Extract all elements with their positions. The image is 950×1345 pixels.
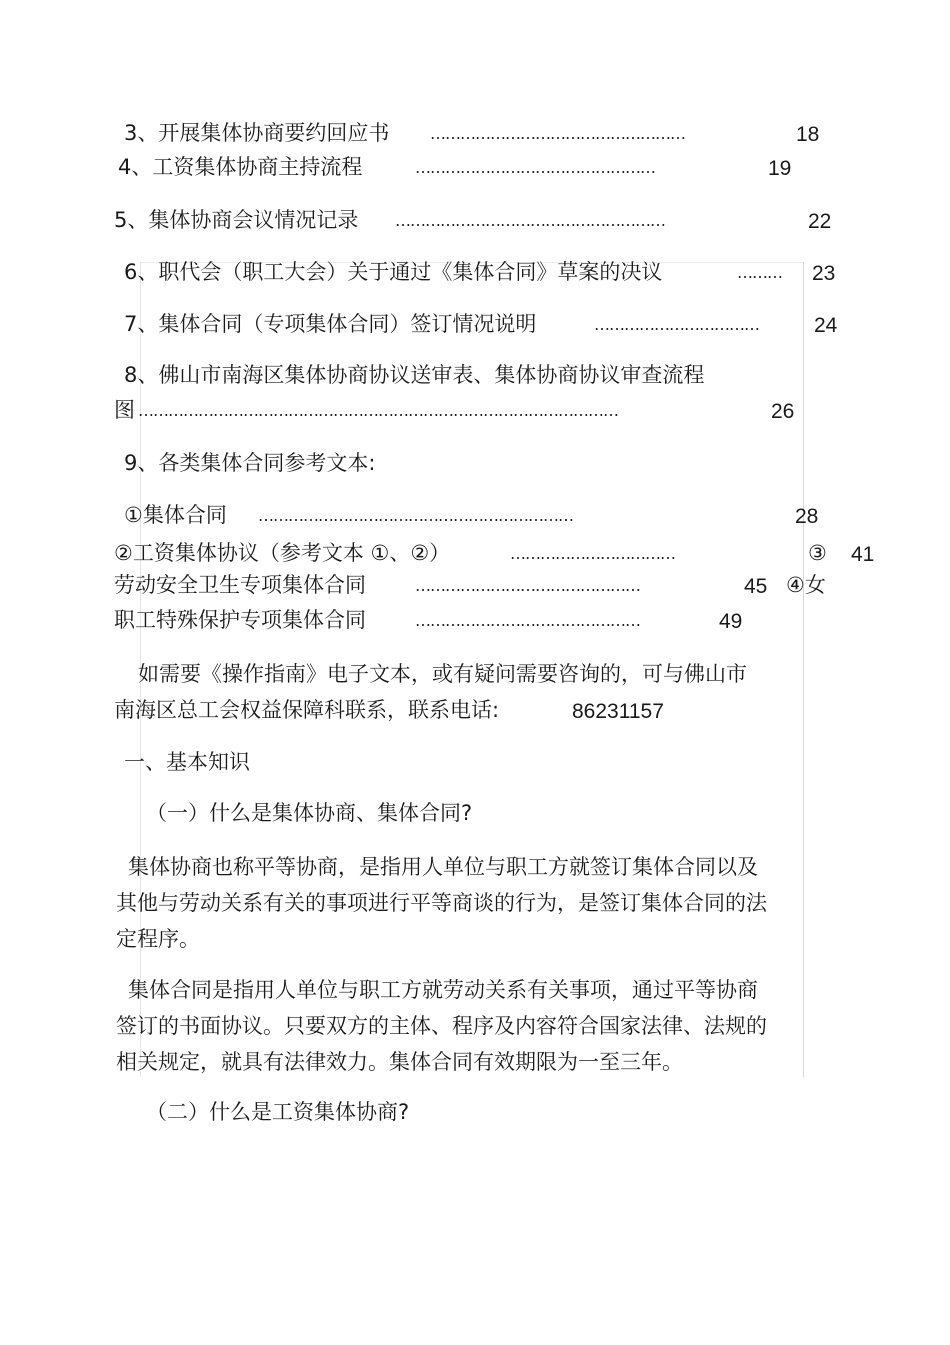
toc-label: 9、各类集体合同参考文本: bbox=[124, 451, 376, 475]
toc-leader: ……………………………………………… bbox=[395, 211, 665, 230]
toc-leader: ……………………………………… bbox=[415, 611, 640, 630]
toc-page-number: 41 bbox=[851, 543, 875, 566]
toc-leader: ……………………………………… bbox=[415, 576, 640, 595]
toc-page-number: 23 bbox=[812, 262, 836, 285]
toc-page-number: 28 bbox=[795, 505, 819, 528]
paragraph-2: 集体合同是指用人单位与职工方就劳动关系有关事项，通过平等协商签订的书面协议。只要双方的主体、程序及内容符合国家法律、法规的相关规定，就具有法律效力。集体合同有效期限为一至三年。 bbox=[116, 978, 767, 1074]
toc-marker: ③ bbox=[808, 541, 827, 565]
contact-line-1: 如需要《操作指南》电子文本，或有疑问需要咨询的，可与佛山市 bbox=[138, 662, 747, 686]
toc-page-number: 18 bbox=[796, 123, 820, 146]
question-heading-1: （一）什么是集体协商、集体合同? bbox=[146, 801, 473, 825]
frame-right-line bbox=[803, 262, 804, 1077]
toc-label: 3、开展集体协商要约回应书 bbox=[124, 121, 390, 145]
toc-label: ①集体合同 bbox=[124, 503, 227, 527]
contact-phone: 86231157 bbox=[572, 700, 664, 723]
toc-label: 职工特殊保护专项集体合同 bbox=[114, 608, 366, 632]
toc-page-number: 45 bbox=[744, 575, 768, 598]
toc-label: 4、工资集体协商主持流程 bbox=[118, 155, 363, 179]
toc-page-number: 24 bbox=[814, 314, 838, 337]
toc-leader: ……………………………………………………… bbox=[258, 506, 573, 525]
contact-line-2: 南海区总工会权益保障科联系，联系电话: bbox=[114, 698, 500, 722]
toc-leader: ………………………………………… bbox=[415, 158, 655, 177]
toc-page-number: 22 bbox=[808, 210, 832, 233]
paragraph-1: 集体协商也称平等协商，是指用人单位与职工方就签订集体合同以及其他与劳动关系有关的事项进行平等商谈的行为，是签订集体合同的法定程序。 bbox=[116, 855, 767, 951]
toc-label: 劳动安全卫生专项集体合同 bbox=[114, 573, 366, 597]
toc-leader: …………………………… bbox=[510, 544, 675, 563]
toc-page-number: 19 bbox=[768, 157, 792, 180]
section-heading: 一、基本知识 bbox=[124, 750, 250, 774]
toc-tail: ④女 bbox=[786, 573, 826, 597]
question-heading-2: （二）什么是工资集体协商? bbox=[146, 1100, 410, 1124]
toc-leader: …………………………… bbox=[594, 315, 759, 334]
toc-page-number: 26 bbox=[771, 400, 795, 423]
toc-label: 6、职代会（职工大会）关于通过《集体合同》草案的决议 bbox=[124, 260, 663, 284]
toc-leader: …………………………………………………………………………………… bbox=[138, 401, 618, 420]
toc-label: 7、集体合同（专项集体合同）签订情况说明 bbox=[124, 312, 537, 336]
toc-label: 5、集体协商会议情况记录 bbox=[114, 208, 359, 232]
toc-leader: ……… bbox=[737, 263, 782, 282]
toc-label-line1: 8、佛山市南海区集体协商协议送审表、集体协商协议审查流程 bbox=[124, 363, 705, 387]
toc-label-line2: 图 bbox=[114, 398, 135, 422]
toc-leader: …………………………………………… bbox=[430, 124, 685, 143]
toc-page-number: 49 bbox=[719, 610, 743, 633]
toc-label: ②工资集体协议（参考文本 ①、②） bbox=[114, 541, 451, 565]
